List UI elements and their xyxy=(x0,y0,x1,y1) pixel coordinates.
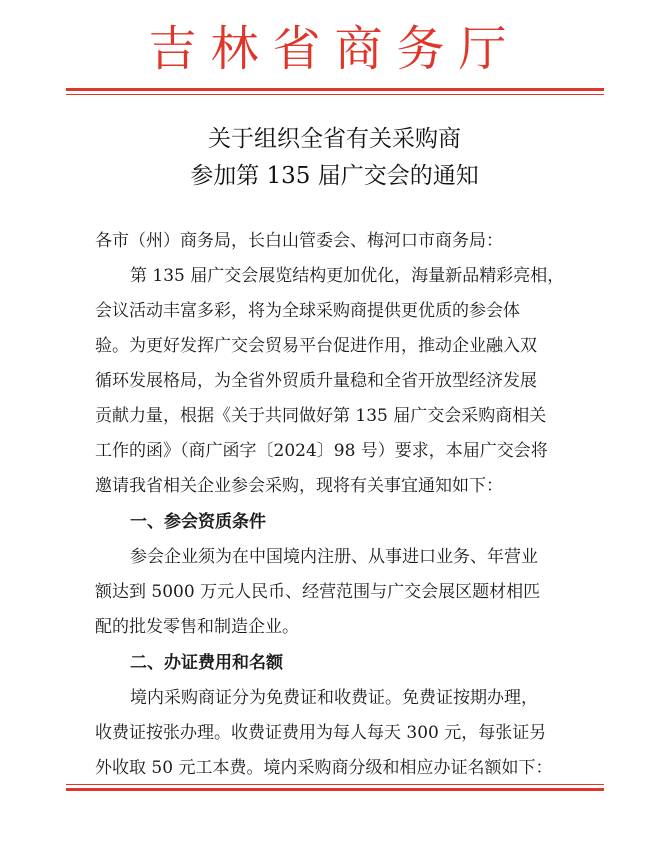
paragraph-line: 循环发展格局，为全省外贸质升量稳和全省开放型经济发展 xyxy=(95,371,537,391)
paragraph-line: 参会企业须为在中国境内注册、从事进口业务、年营业 xyxy=(130,547,538,567)
salutation: 各市（州）商务局，长白山管委会、梅河口市商务局： xyxy=(95,231,503,251)
section-heading: 一、参会资质条件 xyxy=(130,512,266,532)
org-header-title: 吉林省商务厅 xyxy=(148,21,521,77)
paragraph-line: 额达到 5000 万元人民币、经营范围与广交会展区题材相匹 xyxy=(95,582,541,602)
document-title-line-2: 参加第 135 届广交会的通知 xyxy=(190,163,479,189)
footer-rule-thin xyxy=(66,784,604,785)
paragraph-line: 收费证按张办理。收费证费用为每人每天 300 元，每张证另 xyxy=(95,723,547,743)
paragraph-line: 验。为更好发挥广交会贸易平台促进作用，推动企业融入双 xyxy=(95,336,537,356)
paragraph-line: 工作的函》（商广函字〔2024〕98 号）要求，本届广交会将 xyxy=(95,441,548,461)
paragraph-line: 外收取 50 元工本费。境内采购商分级和相应办证名额如下： xyxy=(95,758,553,778)
paragraph-line: 配的批发零售和制造企业。 xyxy=(95,617,299,637)
paragraph-line: 贡献力量，根据《关于共同做好第 135 届广交会采购商相关 xyxy=(95,406,547,426)
document-title-line-1: 关于组织全省有关采购商 xyxy=(208,126,461,152)
paragraph-line: 会议活动丰富多彩，将为全球采购商提供更优质的参会体 xyxy=(95,301,520,321)
section-heading: 二、办证费用和名额 xyxy=(130,653,283,673)
header-rule-thick xyxy=(66,88,604,91)
header-rule-thin xyxy=(66,94,604,95)
paragraph-line: 境内采购商证分为免费证和收费证。免费证按期办理， xyxy=(130,688,538,708)
paragraph-line: 邀请我省相关企业参会采购，现将有关事宜通知如下： xyxy=(95,476,503,496)
footer-rule-thick xyxy=(66,788,604,791)
paragraph-line: 第 135 届广交会展览结构更加优化，海量新品精彩亮相， xyxy=(130,266,565,286)
